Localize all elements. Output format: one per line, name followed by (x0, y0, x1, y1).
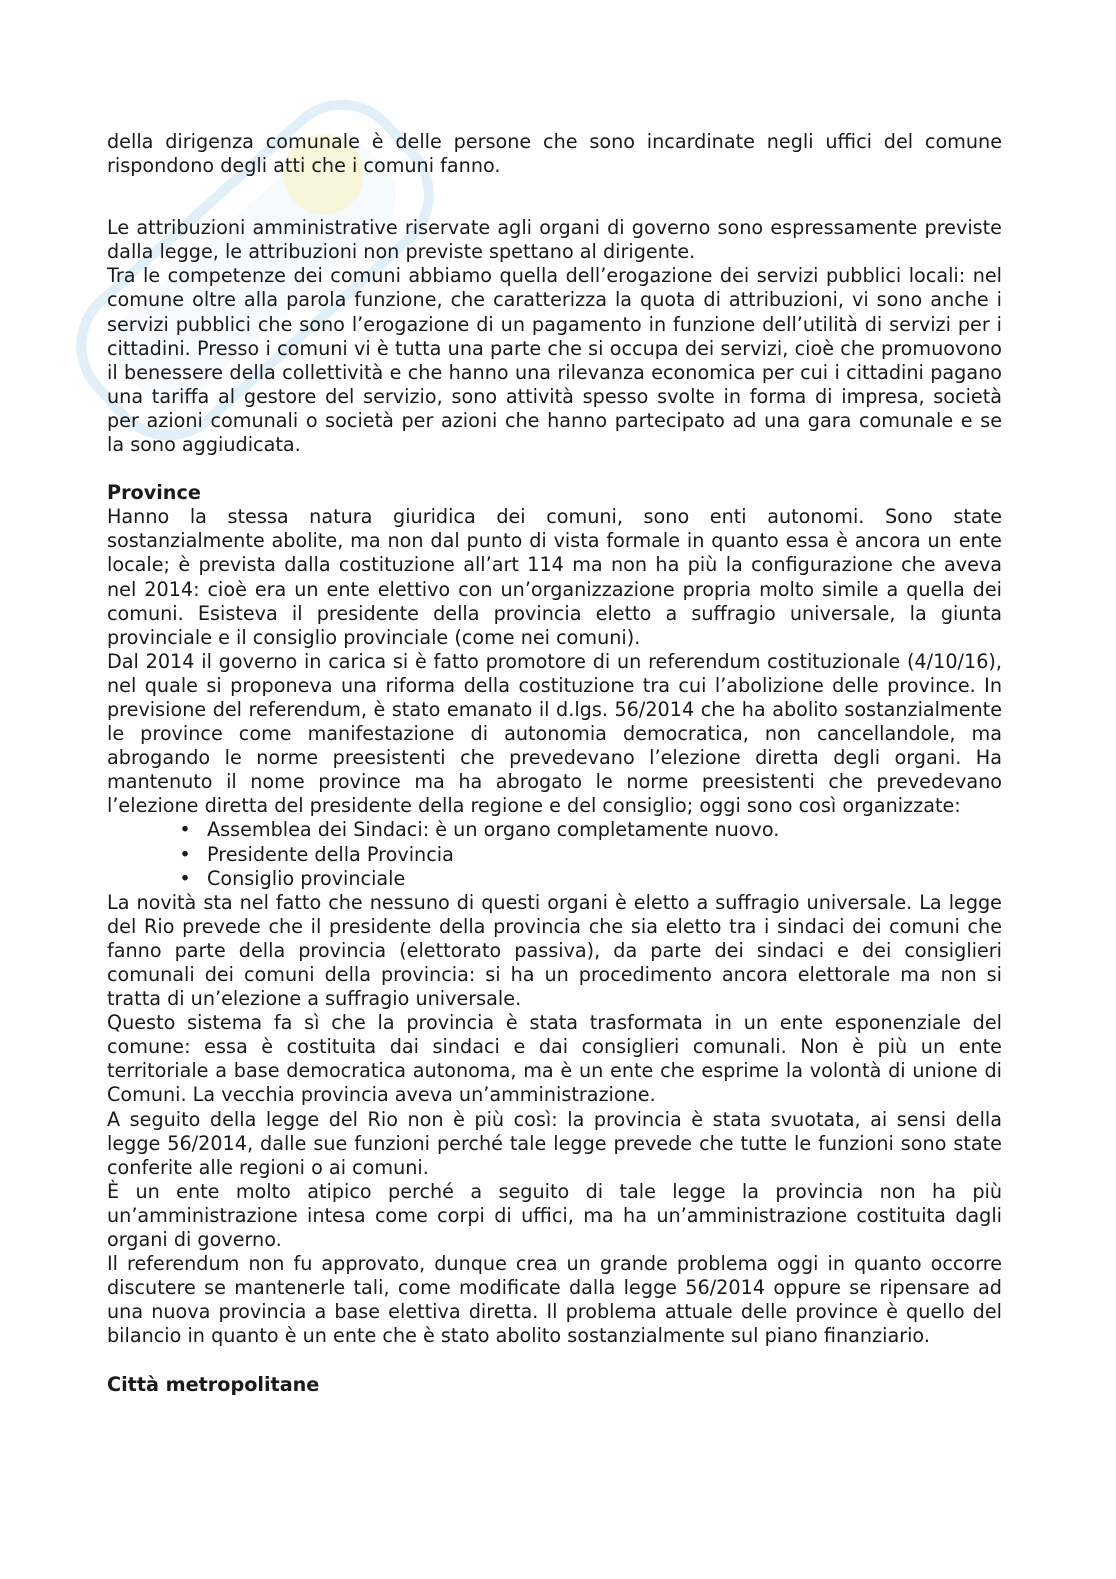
paragraph-servizi-pubblici: Tra le competenze dei comuni abbiamo quella dell’erogazione dei servizi pubblici locali: nel comune oltre alla parola funzione, che caratterizza la quota di attribuzioni, vi sono anche i servizi pubblici che sono l’erogazione di un pagamento in funzione dell’utilità di servizi per i cittadini. Presso i comuni vi è tutta una parte che si occupa dei servizi, cioè che promuovono il benessere della collettività e che hanno una rilevanza economica per cui i cittadini pagano una tariffa al gestore del servizio, sono attività spesso svolte in forma di impresa, società per azioni comunali o società per azioni che hanno partecipato ad una gara comunale e se la sono aggiudicata. (107, 264, 1002, 457)
spacer (107, 178, 1002, 216)
bullet-icon: • (179, 842, 191, 866)
bullet-list-organi (107, 818, 1002, 890)
section-heading-citta-metropolitane: Città metropolitane (107, 1372, 320, 1396)
spacer (107, 457, 1002, 481)
bullet-icon: • (179, 866, 191, 890)
list-item (179, 842, 1002, 867)
list-item-text: Presidente della Provincia (207, 842, 454, 866)
paragraph-province-referendum: Dal 2014 il governo in carica si è fatto promotore di un referendum costituzionale (4/10/16), nel quale si proponeva una riforma della costituzione tra cui l’abolizione delle province. In previsione del referendum, è stato emanato il d.lgs. 56/2014 che ha abolito sostanzialmente le province come manifestazione di autonomia democratica, non cancellandole, ma abrogando le norme preesistenti che prevedevano l’elezione diretta degli organi. Ha mantenuto il nome province ma ha abrogato le norme preesistenti che prevedevano l’elezione diretta del presidente della regione e del consiglio; oggi sono così organizzate: (107, 649, 1002, 818)
list-item (179, 818, 1002, 842)
paragraph-sistema: Questo sistema fa sì che la provincia è stata trasformata in un ente esponenziale del comune: essa è costituita dai sindaci e dai consiglieri comunali. Non è più un ente territoriale a base democratica autonoma, ma è un ente che esprime la volontà di unione di Comuni. La vecchia provincia aveva un’amministrazione. (107, 1011, 1002, 1107)
section-heading-province: Province (107, 481, 201, 505)
paragraph-province-natura: Hanno la stessa natura giuridica dei comuni, sono enti autonomi. Sono state sostanzialmente abolite, ma non dal punto di vista formale in quanto essa è ancora un ente locale; è prevista dalla costituzione all’art 114 ma non ha più la configurazione che aveva nel 2014: cioè era un ente elettivo con un’organizzazione propria molto simile a quella dei comuni. Esisteva il presidente della provincia eletto a suffragio universale, la giunta provinciale e il consiglio provinciale (come nei comuni). (107, 505, 1002, 649)
paragraph-novita: La novità sta nel fatto che nessuno di questi organi è eletto a suffragio universale. La legge del Rio prevede che il presidente della provincia che sia eletto tra i sindaci dei comuni che fanno parte della provincia (elettorato passiva), da parte dei sindaci e dei consiglieri comunali dei comuni della provincia: si ha un procedimento ancora elettorale ma non si tratta di un’elezione a suffragio universale. (107, 890, 1002, 1011)
paragraph-referendum-esito: Il referendum non fu approvato, dunque crea un grande problema oggi in quanto occorre discutere se mantenerle tali, come modificate dalla legge 56/2014 oppure se ripensare ad una nuova provincia a base elettiva diretta. Il problema attuale delle province è quello del bilancio in quanto è un ente che è stato abolito sostanzialmente sul piano finanziario. (107, 1252, 1002, 1348)
bullet-icon: • (179, 818, 191, 842)
list-item-text: Consiglio provinciale (207, 866, 406, 890)
list-item (179, 866, 1002, 891)
spacer (107, 1349, 1002, 1373)
paragraph-legge-del-rio: A seguito della legge del Rio non è più così: la provincia è stata svuotata, ai sensi della legge 56/2014, dalle sue funzioni perché tale legge prevede che tutte le funzioni sono state conferite alle regioni o ai comuni. (107, 1107, 1002, 1179)
paragraph-ente-atipico: È un ente molto atipico perché a seguito di tale legge la provincia non ha più un’amministrazione intesa come corpi di uffici, ma ha un’amministrazione costituita dagli organi di governo. (107, 1179, 1002, 1252)
list-item-text: Assemblea dei Sindaci: è un organo completamente nuovo. (207, 818, 780, 842)
document-page (107, 130, 1002, 1397)
paragraph-dirigenza: della dirigenza comunale è delle persone che sono incardinate negli uffici del comune rispondono degli atti che i comuni fanno. (107, 130, 1002, 178)
paragraph-attribuzioni: Le attribuzioni amministrative riservate agli organi di governo sono espressamente previste dalla legge, le attribuzioni non previste spettano al dirigente. (107, 216, 1002, 264)
